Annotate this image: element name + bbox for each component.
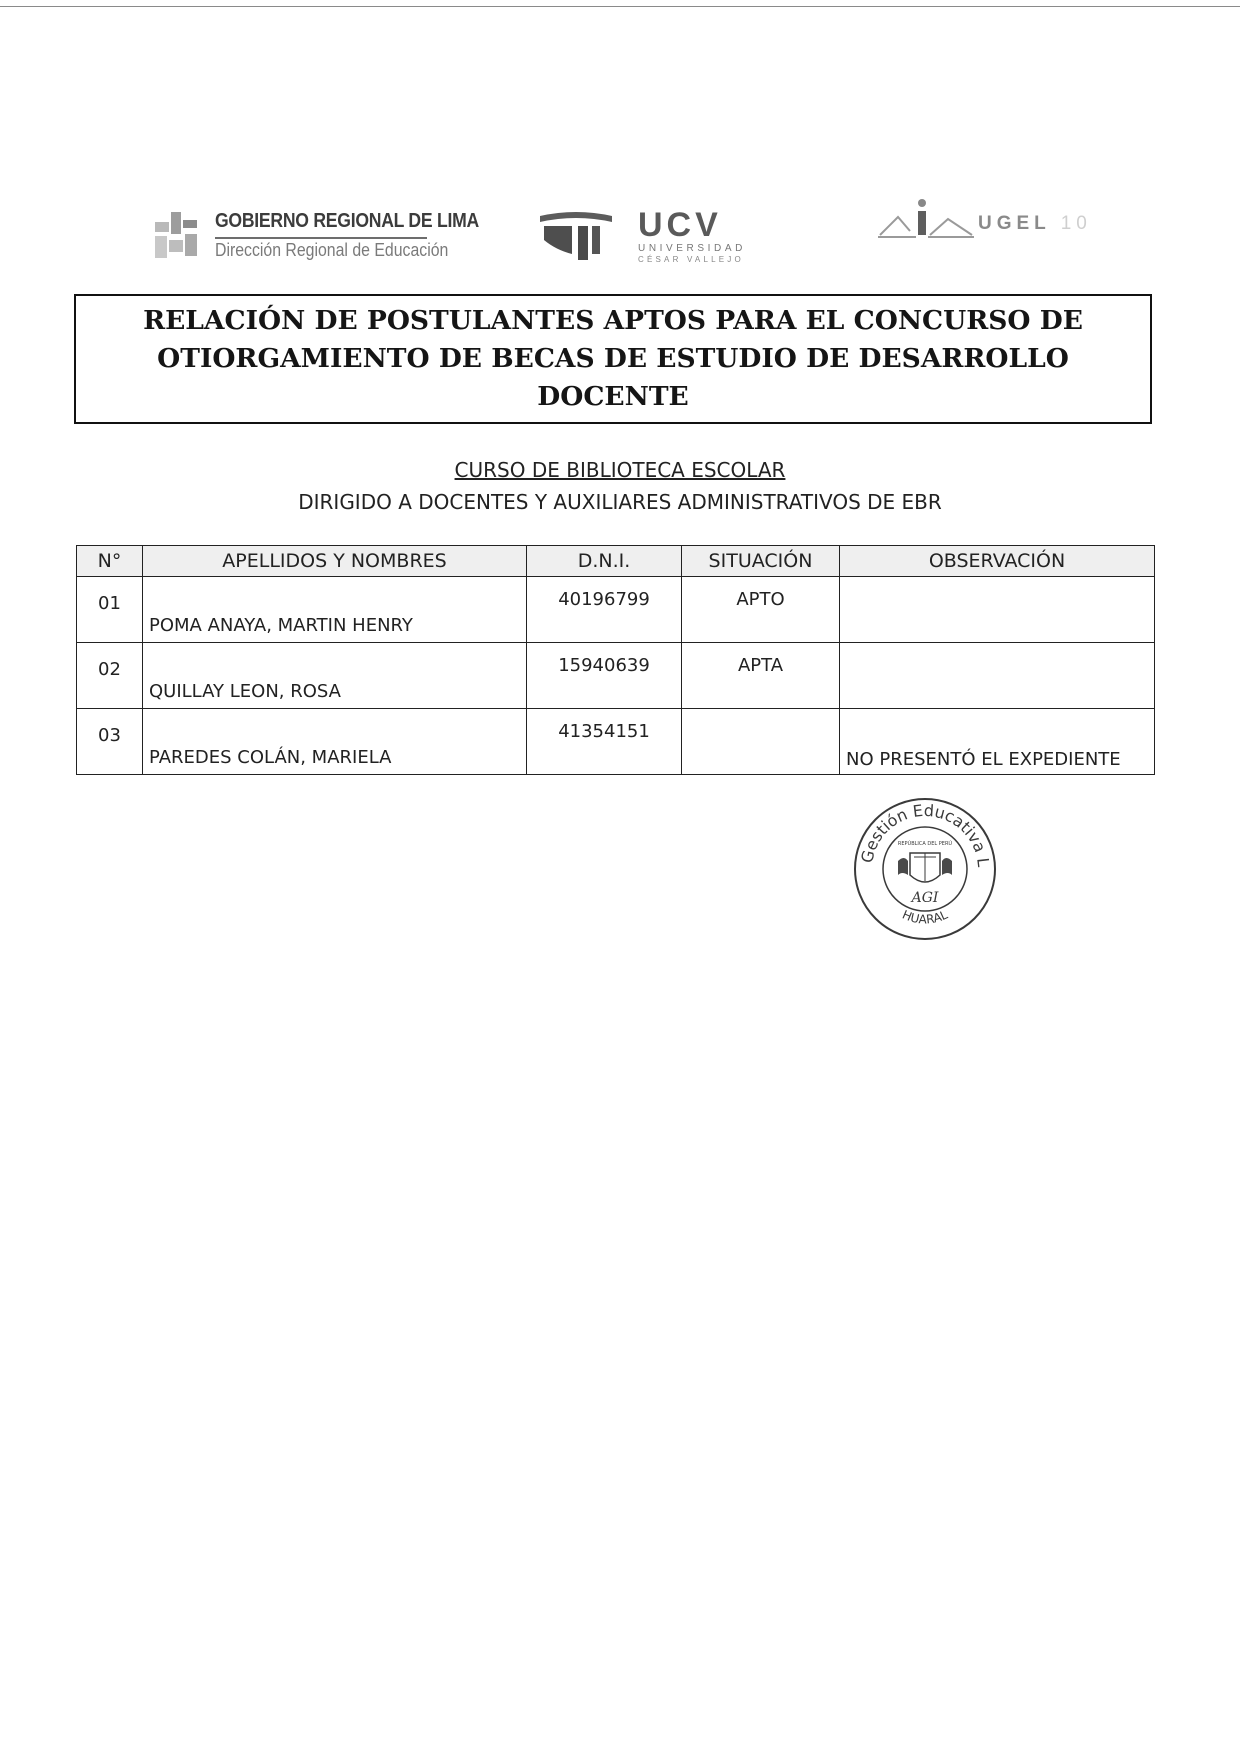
header-names: APELLIDOS Y NOMBRES (143, 546, 527, 577)
row-situation (682, 709, 840, 775)
ugel-title (978, 213, 1092, 235)
table-row (77, 709, 1155, 775)
row-number: 01 (77, 577, 143, 643)
row-situation: APTO (682, 577, 840, 643)
seal-ring-text: Gestión Educativa L (857, 800, 994, 868)
scan-edge-line (0, 6, 1240, 7)
table-header-row (77, 546, 1155, 577)
svg-text:Unidad de Gestión Educativa Lo (850, 795, 993, 869)
seal-inner-text: REPÚBLICA DEL PERÚ (897, 841, 953, 847)
header-situation: SITUACIÓN (682, 546, 840, 577)
row-observation (840, 643, 1155, 709)
course-audience: DIRIGIDO A DOCENTES Y AUXILIARES ADMINISTRATIVOS DE EBR (298, 490, 942, 514)
row-name: QUILLAY LEON, ROSA (143, 643, 527, 709)
header-dni: D.N.I. (527, 546, 682, 577)
gobierno-regional-emblem-icon (155, 212, 199, 260)
header-number: N° (77, 546, 143, 577)
ugel-logo (876, 195, 1098, 245)
gobierno-regional-subtitle: Dirección Regional de Educación (215, 240, 449, 260)
ucv-emblem-icon (538, 210, 614, 262)
row-dni: 40196799 (527, 577, 682, 643)
ugel-title-label: UGEL (978, 213, 1051, 234)
row-observation: NO PRESENTÓ EL EXPEDIENTE (840, 709, 1155, 775)
row-situation: APTA (682, 643, 840, 709)
ucv-title: UCV (638, 206, 722, 244)
row-number: 03 (77, 709, 143, 775)
row-number: 02 (77, 643, 143, 709)
ucv-logo (538, 208, 758, 268)
ugel-number: 10 (1060, 213, 1092, 234)
ugel-emblem-icon (876, 195, 976, 239)
ucv-name-label: CÉSAR VALLEJO (638, 255, 744, 264)
gobierno-regional-divider (215, 237, 427, 239)
row-observation (840, 577, 1155, 643)
gobierno-regional-title: GOBIERNO REGIONAL DE LIMA (215, 210, 479, 232)
seal-initials: AGI (911, 890, 939, 906)
seal-stamp-icon (850, 795, 1000, 943)
row-dni: 15940639 (527, 643, 682, 709)
ucv-university-label: UNIVERSIDAD (638, 243, 746, 254)
row-name: PAREDES COLÁN, MARIELA (143, 709, 527, 775)
ugel-official-seal (850, 795, 1000, 943)
gobierno-regional-logo (155, 208, 479, 264)
seal-bottom-text: HUARAL (900, 907, 950, 927)
table-row (77, 577, 1155, 643)
row-name: POMA ANAYA, MARTIN HENRY (143, 577, 527, 643)
document-title-box (74, 294, 1152, 424)
header-observation: OBSERVACIÓN (840, 546, 1155, 577)
applicants-table (76, 545, 1155, 775)
row-dni: 41354151 (527, 709, 682, 775)
table-row (77, 643, 1155, 709)
course-name: CURSO DE BIBLIOTECA ESCOLAR (454, 458, 786, 482)
document-title: RELACIÓN DE POSTULANTES APTOS PARA EL CONCURSO DE OTIORGAMIENTO DE BECAS DE ESTUDIO DE DESARROLLO DOCENTE (143, 305, 1083, 412)
